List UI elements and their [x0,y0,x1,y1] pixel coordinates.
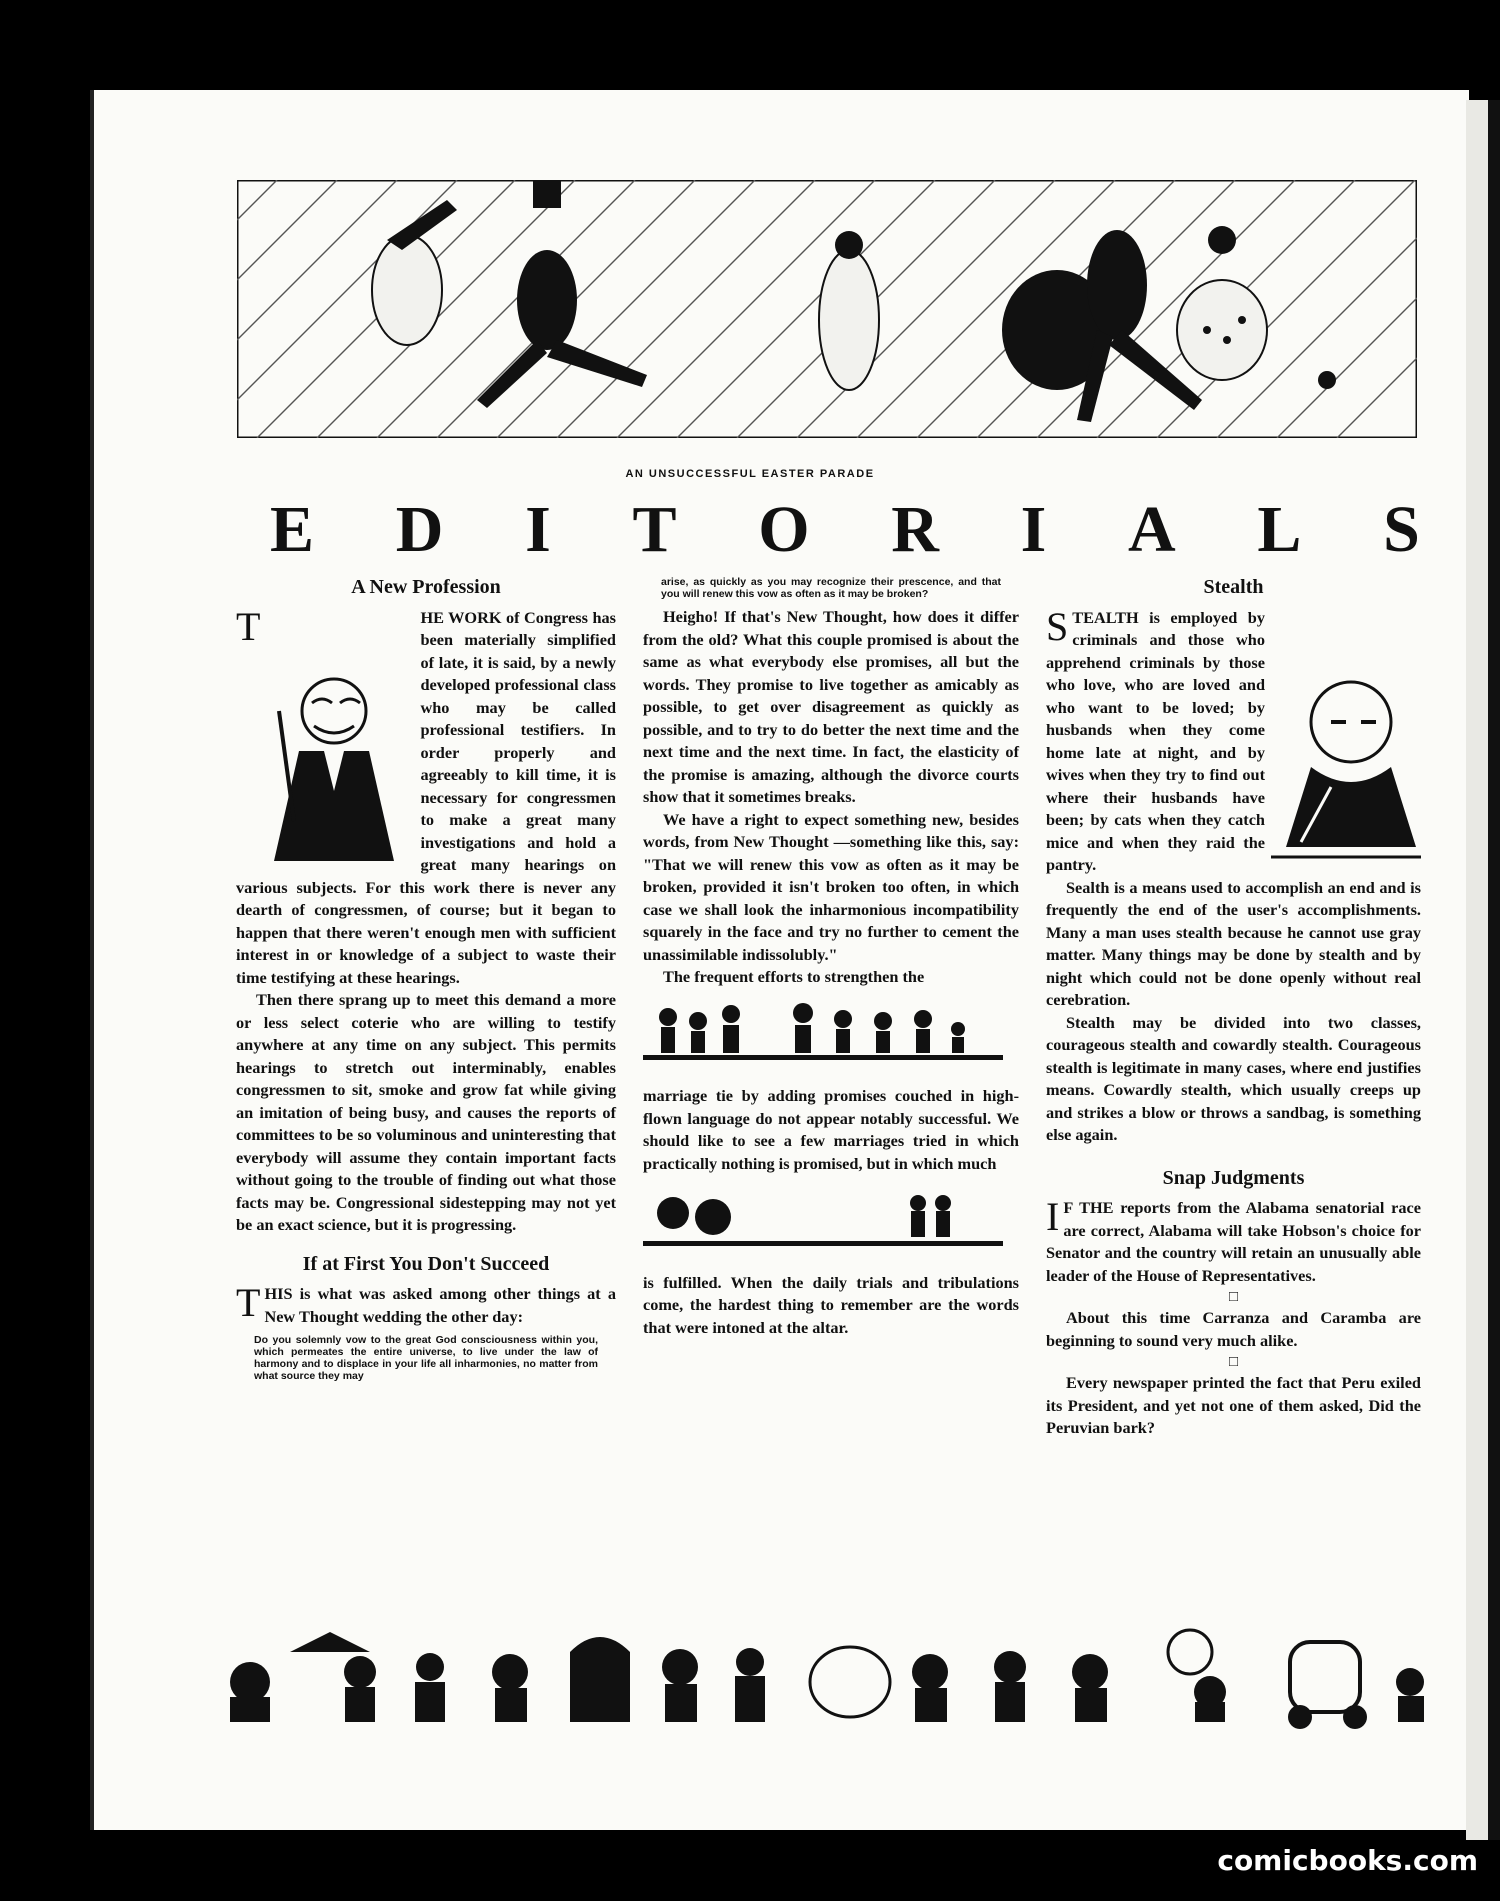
next-page-edge [1466,100,1488,1840]
stealth-p2: Sealth is a means used to accomplish an end and is frequently the end of the user's accomplishments. Many a man uses stealth because he cannot use gray matter. Many things may be done by stealth and by night which could not be done openly without real cerebration. [1046,877,1421,1009]
heading-if-at-first: If at First You Don't Succeed [302,1252,550,1275]
vow-quote: Do you solemnly vow to the great God consciousness within you, which permeates the entire universe, to live under the law of harmony and to displace in your life all inharmonies, no matter from what source they may [254,1334,598,1382]
heigho-paragraph: Heigho! If that's New Thought, how does it differ from the old? What this couple promised is about the same as what everybody else promises, all but the words. They promise to live together as amicably as possible, to get over disagreement as quickly as possible, and to try to do better the next time and the next time and the next time. In fact, the elasticity of the promise is amazing, although the divorce courts show that it sometimes breaks. [643,607,1019,806]
masthead-letter: S [1383,493,1420,566]
heading-snap-judgments: Snap Judgments [1162,1166,1305,1189]
fulfilled-paragraph: is fulfilled. When the daily trials and tribulations come, the hardest thing to remember are the words that were intoned at the altar. [643,1272,1019,1337]
column-1 [236,576,616,1382]
frequent-efforts-paragraph: The frequent efforts to strengthen the [663,967,925,986]
drop-cap: S [1046,603,1069,649]
masthead-letter: R [891,493,939,566]
new-profession-p1: HE WORK of Congress has been materially simplified of late, it is said, by a newly developed professional class who may be called professional testifiers. In order properly and agreeably to kill time, it is necessary for congressmen to make a great many investigations and hold a great many hearings on various subjects. For this work there is never any dearth of congressmen, of course; but it began to happen that there weren't enough men with sufficient interest in or knowledge of a subject to waste their time testifying at these hearings. [236,607,616,987]
page-gutter [1488,100,1500,1840]
drop-cap: T [236,1280,261,1325]
drop-cap: I [1046,1194,1060,1239]
masthead-letter: O [758,493,810,566]
masthead-letter: T [632,493,677,566]
cartoon-parade-footer [210,1612,1440,1732]
column-3 [1046,576,1421,1440]
drop-cap: T [236,603,261,649]
marriage-tie-paragraph: marriage tie by adding promises couched in high-flown language do not appear notably successful. We should like to see a few marriages tried in which practically nothing is promised, but in which much [643,1086,1019,1173]
stealth-p3: Stealth may be divided into two classes, courageous stealth and cowardly stealth. Courageous stealth is legitimate in many cases, where end justifies means. Cowardly stealth, which usually creeps up and strikes a blow or throws a sandbag, is something else again. [1046,1012,1421,1144]
heading-new-profession: A New Profession [351,576,501,598]
masthead-letter: I [525,493,551,566]
column-2 [643,576,1019,1339]
separator-square: □ [1228,1289,1239,1305]
congressman-cartoon [264,671,412,871]
masthead-letter: L [1257,493,1302,566]
separator-square: □ [1228,1354,1239,1370]
new-profession-p2: Then there sprang up to meet this demand a more or less select coterie who are willing to testify anywhere at any time on any subject. This permits hearings to stretch out interminably, enables congressmen to sit, smoke and grow fat while giving an imitation of being busy, and causes the reports of committees to be so voluminous and uninteresting that everybody will assume they contain important facts without going to the trouble of finding out what those facts may be. Congressional sidestepping may not yet be an exact science, but it is progressing. [236,990,616,1234]
peru-paragraph: Every newspaper printed the fact that Peru exiled its President, and yet not one of them asked, Did the Peruvian bark? [1046,1373,1421,1437]
illustration-caption: AN UNSUCCESSFUL EASTER PARADE [625,468,875,480]
masthead-letter: D [395,493,444,566]
alabama-paragraph: F THE reports from the Alabama senatorial race are correct, Alabama will take Hobson's choice for Senator and the country will retain an unusually able leader of the House of Representatives. [1046,1198,1421,1285]
stealth-writer-cartoon [1271,667,1421,867]
easter-parade-illustration [237,180,1417,438]
new-thought-paragraph: We have a right to expect something new, besides words, from New Thought —something like this, say: "That we will renew this vow as often as it may be broken, provided it isn't broken too often, in which case we shall look the inharmonious incompatibility squarely in the face and try no further to cement the unassimilable indissolubly." [643,809,1019,964]
heading-stealth: Stealth [1203,576,1264,598]
wedding-p1: HIS is what was asked among other things at a New Thought wedding the other day: [264,1284,616,1326]
masthead-letter: E [270,493,315,566]
vow-quote-cont: arise, as quickly as you may recognize their prescence, and that you will renew this vow as often as it may be broken? [661,576,1001,600]
bride-groom-cartoon [643,1185,1003,1255]
site-watermark: comicbooks.com [1217,1844,1478,1877]
editorials-masthead [270,492,1420,572]
wedding-procession-cartoon [643,999,1003,1069]
masthead-letter: I [1020,493,1047,566]
stealth-p1: TEALTH is employed by criminals and those who apprehend criminals by those who love, who are loved and who want to be loved; by husbands when they come home late at night, and by wives when they try to find out where their husbands have been; by cats when they catch mice and when they raid the pantry. [1046,607,1265,874]
carranza-paragraph: About this time Carranza and Caramba are beginning to sound very much alike. [1046,1308,1421,1350]
masthead-letter: A [1128,493,1176,566]
